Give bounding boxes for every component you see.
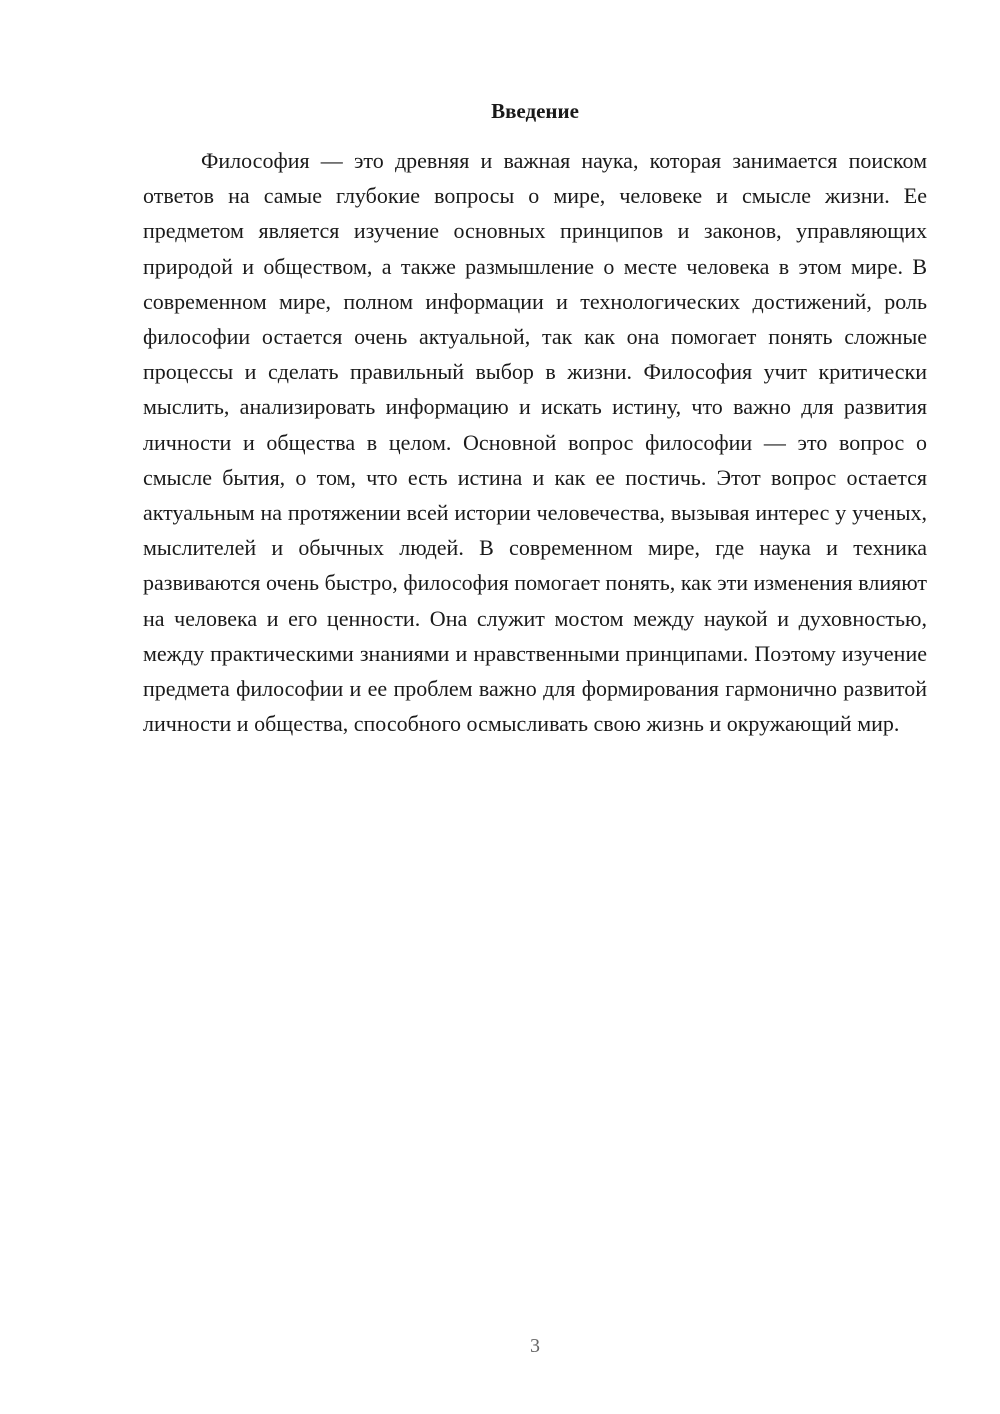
page-number: 3	[530, 1335, 540, 1357]
section-title: Введение	[491, 99, 579, 123]
body-paragraph: Философия — это древняя и важная наука, которая занимается поиском ответов на самые глубокие вопросы о мире, человеке и смысле жизни. Ее предметом является изучение основных принципов и законов, управляющих природой и обществом, а также размышление о месте человека в этом мире. В современном мире, полном информации и технологических достижений, роль философии остается очень актуальной, так как она помогает понять сложные процессы и сделать правильный выбор в жизни. Философия учит критически мыслить, анализировать информацию и искать истину, что важно для развития личности и общества в целом. Основной вопрос философии — это вопрос о смысле бытия, о том, что есть истина и как ее постичь. Этот вопрос остается актуальным на протяжении всей истории человечества, вызывая интерес у ученых, мыслителей и обычных людей. В современном мире, где наука и техника развиваются очень быстро, философия помогает понять, как эти изменения влияют на человека и его ценности. Она служит мостом между наукой и духовностью, между практическими знаниями и нравственными принципами. Поэтому изучение предмета философии и ее проблем важно для формирования гармонично развитой личности и общества, способного осмысливать свою жизнь и окружающий мир.	[143, 148, 927, 737]
